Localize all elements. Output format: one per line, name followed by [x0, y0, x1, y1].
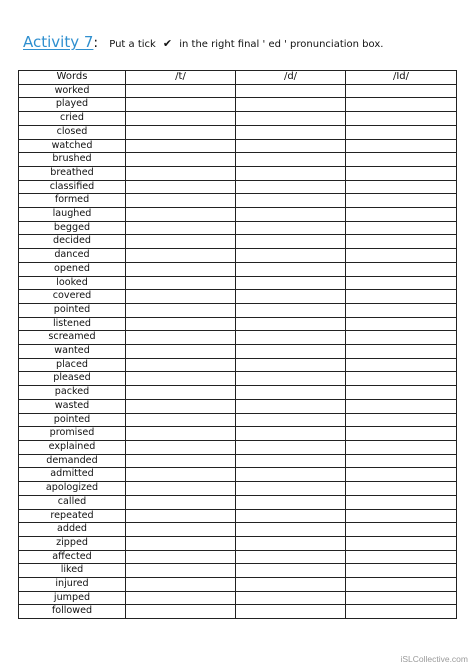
- tick-box-t[interactable]: [126, 358, 236, 372]
- table-row: [19, 440, 457, 454]
- table-row: [19, 372, 457, 386]
- table-row: [19, 317, 457, 331]
- tick-box-id[interactable]: [346, 153, 457, 167]
- word-cell: classified: [19, 180, 126, 194]
- tick-box-id[interactable]: [346, 468, 457, 482]
- table-row: [19, 290, 457, 304]
- word-cell: injured: [19, 578, 126, 592]
- tick-box-id[interactable]: [346, 509, 457, 523]
- tick-box-d[interactable]: [236, 427, 346, 441]
- tick-box-id[interactable]: [346, 221, 457, 235]
- tick-box-id[interactable]: [346, 317, 457, 331]
- tick-box-d[interactable]: [236, 605, 346, 619]
- table-row: [19, 153, 457, 167]
- tick-box-t[interactable]: [126, 112, 236, 126]
- table-row: [19, 331, 457, 345]
- word-cell: cried: [19, 112, 126, 126]
- table-row: [19, 345, 457, 359]
- tick-box-d[interactable]: [236, 139, 346, 153]
- word-cell: affected: [19, 550, 126, 564]
- table-row: [19, 413, 457, 427]
- tick-box-d[interactable]: [236, 358, 346, 372]
- watermark: iSLCollective.com: [400, 654, 468, 664]
- word-cell: placed: [19, 358, 126, 372]
- table-row: [19, 482, 457, 496]
- tick-icon: ✔: [162, 37, 173, 50]
- word-cell: danced: [19, 249, 126, 263]
- tick-box-id[interactable]: [346, 208, 457, 222]
- tick-box-id[interactable]: [346, 125, 457, 139]
- tick-box-t[interactable]: [126, 331, 236, 345]
- table-row: [19, 262, 457, 276]
- tick-box-t[interactable]: [126, 262, 236, 276]
- table-row: [19, 180, 457, 194]
- table-row: [19, 125, 457, 139]
- tick-box-id[interactable]: [346, 495, 457, 509]
- header-t-sound: /t/: [126, 71, 236, 85]
- tick-box-id[interactable]: [346, 249, 457, 263]
- tick-box-d[interactable]: [236, 550, 346, 564]
- tick-box-t[interactable]: [126, 605, 236, 619]
- word-cell: watched: [19, 139, 126, 153]
- tick-box-id[interactable]: [346, 345, 457, 359]
- tick-box-d[interactable]: [236, 235, 346, 249]
- tick-box-d[interactable]: [236, 249, 346, 263]
- header-d-sound: /d/: [236, 71, 346, 85]
- title-colon: :: [93, 35, 99, 51]
- tick-box-t[interactable]: [126, 440, 236, 454]
- tick-box-t[interactable]: [126, 523, 236, 537]
- tick-box-id[interactable]: [346, 290, 457, 304]
- activity-title: Activity 7: [23, 33, 94, 51]
- word-cell: closed: [19, 125, 126, 139]
- tick-box-d[interactable]: [236, 84, 346, 98]
- tick-box-d[interactable]: [236, 276, 346, 290]
- tick-box-d[interactable]: [236, 482, 346, 496]
- tick-box-t[interactable]: [126, 98, 236, 112]
- tick-box-t[interactable]: [126, 578, 236, 592]
- table-row: [19, 358, 457, 372]
- tick-box-id[interactable]: [346, 564, 457, 578]
- tick-box-t[interactable]: [126, 564, 236, 578]
- table-row: [19, 303, 457, 317]
- tick-box-id[interactable]: [346, 235, 457, 249]
- tick-box-d[interactable]: [236, 454, 346, 468]
- table-row: [19, 454, 457, 468]
- table-row: [19, 221, 457, 235]
- tick-box-d[interactable]: [236, 166, 346, 180]
- tick-box-id[interactable]: [346, 427, 457, 441]
- table-header-row: [19, 71, 457, 85]
- table-row: [19, 578, 457, 592]
- tick-box-t[interactable]: [126, 386, 236, 400]
- table-row: [19, 249, 457, 263]
- word-cell: followed: [19, 605, 126, 619]
- table-row: [19, 509, 457, 523]
- table-row: [19, 139, 457, 153]
- tick-box-t[interactable]: [126, 276, 236, 290]
- table-row: [19, 427, 457, 441]
- tick-box-id[interactable]: [346, 536, 457, 550]
- tick-box-t[interactable]: [126, 290, 236, 304]
- table-row: [19, 605, 457, 619]
- tick-box-id[interactable]: [346, 523, 457, 537]
- activity-header: [23, 32, 383, 54]
- word-rows: [19, 84, 457, 618]
- tick-box-t[interactable]: [126, 482, 236, 496]
- word-cell: laughed: [19, 208, 126, 222]
- word-cell: decided: [19, 235, 126, 249]
- word-cell: pointed: [19, 303, 126, 317]
- table-row: [19, 468, 457, 482]
- tick-box-d[interactable]: [236, 495, 346, 509]
- table-row: [19, 112, 457, 126]
- word-cell: breathed: [19, 166, 126, 180]
- tick-box-t[interactable]: [126, 413, 236, 427]
- tick-box-t[interactable]: [126, 235, 236, 249]
- tick-box-d[interactable]: [236, 345, 346, 359]
- tick-box-t[interactable]: [126, 345, 236, 359]
- tick-box-id[interactable]: [346, 194, 457, 208]
- word-cell: packed: [19, 386, 126, 400]
- instruction-text-before: Put a tick: [109, 39, 156, 50]
- tick-box-t[interactable]: [126, 399, 236, 413]
- word-cell: demanded: [19, 454, 126, 468]
- tick-box-d[interactable]: [236, 262, 346, 276]
- tick-box-id[interactable]: [346, 84, 457, 98]
- tick-box-d[interactable]: [236, 399, 346, 413]
- table-row: [19, 235, 457, 249]
- tick-box-t[interactable]: [126, 221, 236, 235]
- tick-box-t[interactable]: [126, 194, 236, 208]
- header-words: Words: [19, 71, 126, 85]
- word-cell: covered: [19, 290, 126, 304]
- tick-box-id[interactable]: [346, 139, 457, 153]
- word-cell: wasted: [19, 399, 126, 413]
- tick-box-id[interactable]: [346, 454, 457, 468]
- word-cell: promised: [19, 427, 126, 441]
- tick-box-d[interactable]: [236, 578, 346, 592]
- tick-box-t[interactable]: [126, 591, 236, 605]
- tick-box-id[interactable]: [346, 413, 457, 427]
- tick-box-d[interactable]: [236, 440, 346, 454]
- word-cell: repeated: [19, 509, 126, 523]
- tick-box-t[interactable]: [126, 180, 236, 194]
- word-cell: jumped: [19, 591, 126, 605]
- header-id-sound: /Id/: [346, 71, 457, 85]
- tick-box-t[interactable]: [126, 468, 236, 482]
- pronunciation-table: [18, 70, 457, 619]
- tick-box-d[interactable]: [236, 523, 346, 537]
- tick-box-id[interactable]: [346, 591, 457, 605]
- tick-box-id[interactable]: [346, 605, 457, 619]
- word-cell: apologized: [19, 482, 126, 496]
- tick-box-d[interactable]: [236, 413, 346, 427]
- table-row: [19, 536, 457, 550]
- tick-box-t[interactable]: [126, 317, 236, 331]
- tick-box-d[interactable]: [236, 372, 346, 386]
- tick-box-d[interactable]: [236, 125, 346, 139]
- tick-box-id[interactable]: [346, 482, 457, 496]
- tick-box-d[interactable]: [236, 208, 346, 222]
- tick-box-id[interactable]: [346, 180, 457, 194]
- table-row: [19, 495, 457, 509]
- word-cell: zipped: [19, 536, 126, 550]
- tick-box-id[interactable]: [346, 98, 457, 112]
- tick-box-d[interactable]: [236, 194, 346, 208]
- word-cell: pleased: [19, 372, 126, 386]
- tick-box-id[interactable]: [346, 386, 457, 400]
- table-row: [19, 591, 457, 605]
- tick-box-d[interactable]: [236, 386, 346, 400]
- table-row: [19, 386, 457, 400]
- word-cell: added: [19, 523, 126, 537]
- tick-box-t[interactable]: [126, 125, 236, 139]
- word-cell: explained: [19, 440, 126, 454]
- tick-box-d[interactable]: [236, 221, 346, 235]
- table-row: [19, 194, 457, 208]
- word-cell: listened: [19, 317, 126, 331]
- tick-box-d[interactable]: [236, 509, 346, 523]
- tick-box-d[interactable]: [236, 153, 346, 167]
- word-cell: admitted: [19, 468, 126, 482]
- tick-box-t[interactable]: [126, 84, 236, 98]
- tick-box-t[interactable]: [126, 208, 236, 222]
- tick-box-t[interactable]: [126, 427, 236, 441]
- table-row: [19, 276, 457, 290]
- tick-box-d[interactable]: [236, 591, 346, 605]
- tick-box-id[interactable]: [346, 331, 457, 345]
- tick-box-d[interactable]: [236, 290, 346, 304]
- tick-box-t[interactable]: [126, 139, 236, 153]
- table-row: [19, 399, 457, 413]
- table-row: [19, 550, 457, 564]
- word-cell: pointed: [19, 413, 126, 427]
- table-row: [19, 208, 457, 222]
- tick-box-id[interactable]: [346, 303, 457, 317]
- tick-box-d[interactable]: [236, 564, 346, 578]
- tick-box-id[interactable]: [346, 276, 457, 290]
- tick-box-d[interactable]: [236, 303, 346, 317]
- tick-box-id[interactable]: [346, 358, 457, 372]
- table-row: [19, 166, 457, 180]
- tick-box-d[interactable]: [236, 331, 346, 345]
- tick-box-t[interactable]: [126, 536, 236, 550]
- tick-box-d[interactable]: [236, 180, 346, 194]
- tick-box-d[interactable]: [236, 98, 346, 112]
- tick-box-id[interactable]: [346, 112, 457, 126]
- word-cell: played: [19, 98, 126, 112]
- tick-box-t[interactable]: [126, 166, 236, 180]
- word-cell: brushed: [19, 153, 126, 167]
- table-row: [19, 523, 457, 537]
- tick-box-d[interactable]: [236, 112, 346, 126]
- tick-box-id[interactable]: [346, 550, 457, 564]
- tick-box-id[interactable]: [346, 440, 457, 454]
- tick-box-d[interactable]: [236, 317, 346, 331]
- tick-box-id[interactable]: [346, 166, 457, 180]
- table-row: [19, 84, 457, 98]
- tick-box-t[interactable]: [126, 454, 236, 468]
- word-cell: opened: [19, 262, 126, 276]
- tick-box-t[interactable]: [126, 372, 236, 386]
- instruction-text-after: in the right final ' ed ' pronunciation box.: [179, 39, 384, 50]
- tick-box-t[interactable]: [126, 550, 236, 564]
- word-cell: liked: [19, 564, 126, 578]
- tick-box-t[interactable]: [126, 495, 236, 509]
- word-cell: wanted: [19, 345, 126, 359]
- tick-box-t[interactable]: [126, 249, 236, 263]
- word-cell: worked: [19, 84, 126, 98]
- table-row: [19, 564, 457, 578]
- word-cell: looked: [19, 276, 126, 290]
- tick-box-d[interactable]: [236, 468, 346, 482]
- tick-box-id[interactable]: [346, 399, 457, 413]
- tick-box-t[interactable]: [126, 303, 236, 317]
- word-cell: formed: [19, 194, 126, 208]
- word-cell: called: [19, 495, 126, 509]
- table-row: [19, 98, 457, 112]
- tick-box-t[interactable]: [126, 153, 236, 167]
- word-cell: screamed: [19, 331, 126, 345]
- tick-box-d[interactable]: [236, 536, 346, 550]
- tick-box-id[interactable]: [346, 578, 457, 592]
- tick-box-id[interactable]: [346, 262, 457, 276]
- tick-box-id[interactable]: [346, 372, 457, 386]
- tick-box-t[interactable]: [126, 509, 236, 523]
- word-cell: begged: [19, 221, 126, 235]
